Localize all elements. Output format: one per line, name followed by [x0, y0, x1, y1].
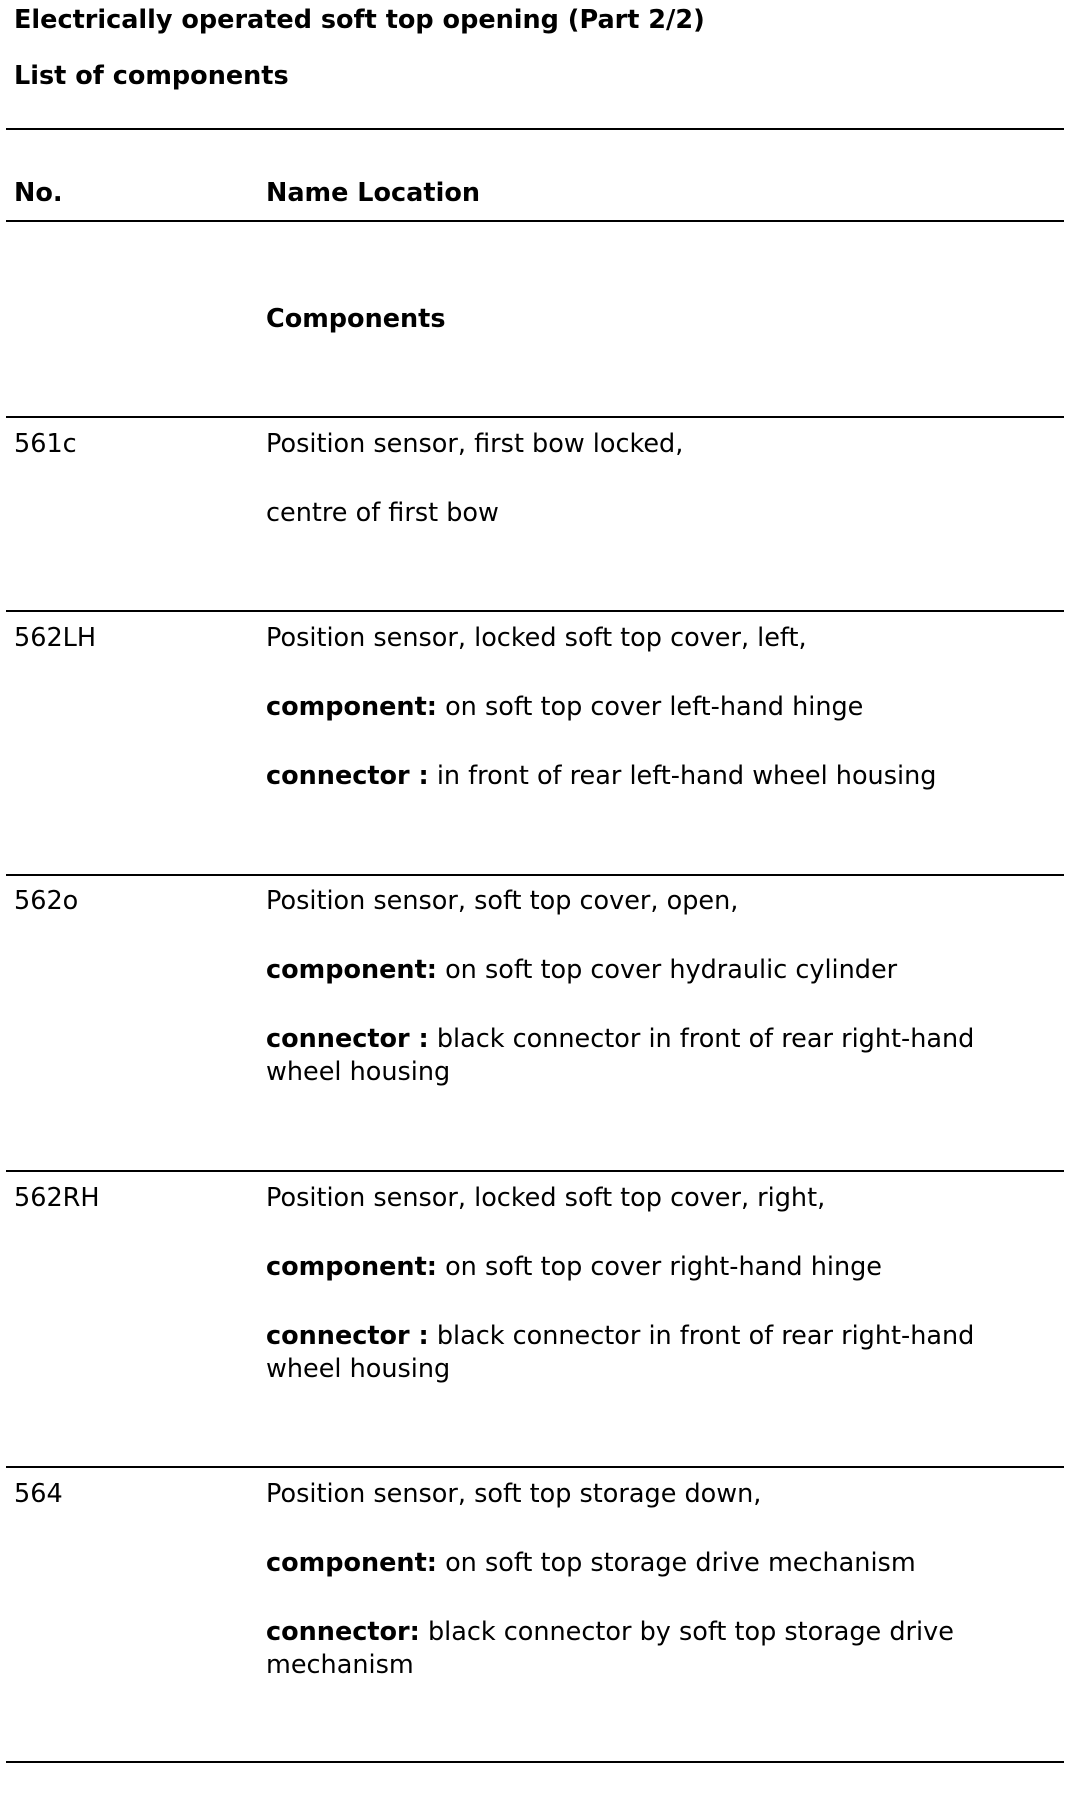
- table-top-rule: [6, 128, 1064, 130]
- row-divider: [6, 416, 1064, 418]
- connector-label: connector:: [266, 1617, 420, 1647]
- connector-text: in front of rear left-hand wheel housing: [428, 761, 937, 791]
- row-component: [266, 691, 1056, 724]
- row-name: Position sensor, locked soft top cover, left,: [266, 623, 807, 653]
- row-divider: [6, 1466, 1064, 1468]
- row-name: Position sensor, first bow locked,: [266, 429, 684, 459]
- row-component: [266, 954, 1056, 987]
- component-label: component:: [266, 955, 437, 985]
- row-divider: [6, 610, 1064, 612]
- row-divider: [6, 874, 1064, 876]
- header-rule: [6, 220, 1064, 222]
- component-text: on soft top storage drive mechanism: [436, 1548, 916, 1578]
- connector-label: connector :: [266, 1024, 429, 1054]
- row-connector: [266, 1023, 1056, 1089]
- connector-text: black connector in front of rear right-hand wheel housing: [266, 1321, 975, 1384]
- row-number: 561c: [14, 429, 77, 459]
- table-bottom-rule: [6, 1761, 1064, 1763]
- connector-text: black connector by soft top storage drive mechanism: [266, 1617, 954, 1680]
- row-number: 564: [14, 1479, 63, 1509]
- row-number: 562LH: [14, 623, 97, 653]
- component-label: component:: [266, 692, 437, 722]
- connector-label: connector :: [266, 761, 429, 791]
- component-text: on soft top cover hydraulic cylinder: [436, 955, 898, 985]
- row-number: 562RH: [14, 1183, 100, 1213]
- component-label: component:: [266, 1548, 437, 1578]
- connector-text: black connector in front of rear right-hand wheel housing: [266, 1024, 975, 1087]
- row-divider: [6, 1170, 1064, 1172]
- row-connector: [266, 1320, 1056, 1386]
- connector-label: connector :: [266, 1321, 429, 1351]
- row-name: Position sensor, soft top cover, open,: [266, 886, 739, 916]
- section-heading: Components: [266, 304, 446, 334]
- component-text: on soft top cover right-hand hinge: [436, 1252, 882, 1282]
- page-subtitle: List of components: [14, 61, 289, 91]
- column-header-name-location: Name Location: [266, 178, 480, 208]
- row-name: Position sensor, locked soft top cover, right,: [266, 1183, 826, 1213]
- row-number: 562o: [14, 886, 79, 916]
- row-connector: [266, 1616, 1056, 1682]
- row-component: [266, 1251, 1056, 1284]
- page-title: Electrically operated soft top opening (Part 2/2): [14, 5, 705, 35]
- row-location: centre of first bow: [266, 498, 499, 528]
- row-connector: [266, 760, 1056, 793]
- row-component: [266, 1547, 1056, 1580]
- column-header-no: No.: [14, 178, 63, 208]
- component-label: component:: [266, 1252, 437, 1282]
- component-text: on soft top cover left-hand hinge: [436, 692, 864, 722]
- row-name: Position sensor, soft top storage down,: [266, 1479, 762, 1509]
